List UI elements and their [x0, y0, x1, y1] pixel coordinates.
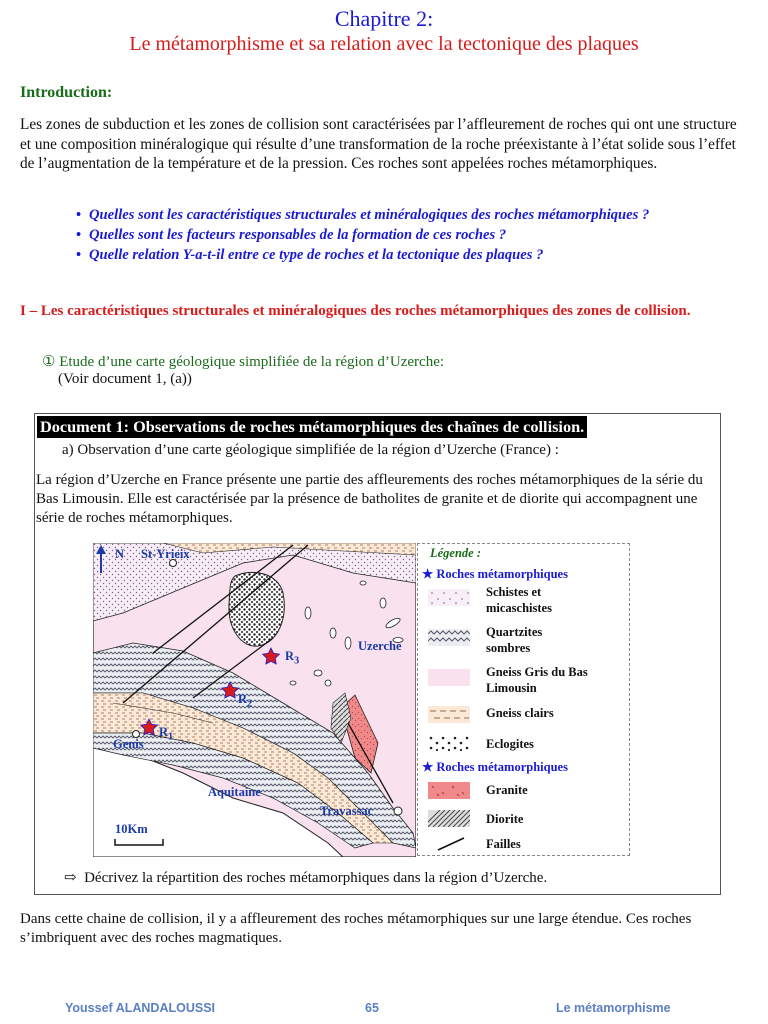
legend-item: Quartzites sombres	[486, 625, 543, 655]
conclusion-paragraph: Dans cette chaine de collision, il y a affleurement des roches métamorphiques sur une large étendue. Ces roches s’imbriquent avec des roches magmatiques.	[20, 911, 692, 946]
list-item: • Quelles sont les facteurs responsables de la formation de ces roches ?	[76, 227, 507, 243]
list-item: • Quelles sont les caractéristiques structurales et minéralogiques des roches métamorphiques ?	[76, 207, 650, 223]
place-label: Aquitaine	[208, 785, 261, 799]
geological-map	[93, 543, 416, 857]
swatch-schist	[428, 589, 470, 606]
intro-paragraph: Les zones de subduction et les zones de collision sont caractérisées par l’affleurement de roches qui ont une structure et une composition minéralogique qui résulte d’une transformation de la roche préexistante à l’état solide sous l’effet de l’augmentation de la température et de la pression. Ces roches sont appelées roches métamorphiques.	[20, 116, 737, 172]
footer-author: Youssef ALANDALOUSSI	[65, 1001, 216, 1015]
swatch-quartzite	[428, 629, 470, 646]
sample-label: $R_3$	[285, 649, 300, 667]
scale-label: 10Km	[115, 822, 148, 836]
chapter-subtitle: Le métamorphisme et sa relation avec la tectonique des plaques	[129, 33, 639, 55]
bullet-icon: •	[76, 247, 82, 263]
footer-page-number: 65	[365, 1001, 379, 1015]
sample-label: $R_2$	[238, 692, 253, 710]
place-label: Genis	[113, 737, 144, 751]
legend-item: Failles	[486, 837, 521, 851]
swatch-granite	[428, 782, 470, 799]
arrow-right-icon: ⇨	[64, 870, 77, 886]
place-label: Travassac	[320, 804, 374, 818]
step-reference: (Voir document 1, (a))	[58, 371, 192, 387]
step-number: ①	[42, 354, 56, 370]
swatch-diorite	[428, 810, 470, 827]
legend-item: Gneiss Gris du Bas Limousin	[486, 665, 588, 695]
legend-group: ★ Roches métamorphiques	[422, 760, 568, 774]
swatch-gneiss-gris	[428, 669, 470, 686]
document-subheading: a) Observation d’une carte géologique simplifiée de la région d’Uzerche (France) :	[62, 442, 559, 458]
place-label: St-Yrieix	[141, 547, 190, 561]
legend-item: Diorite	[486, 812, 524, 826]
task-instruction: ⇨ Décrivez la répartition des roches métamorphiques dans la région d’Uzerche.	[64, 870, 548, 886]
step-heading: ① Etude d’une carte géologique simplifiée de la région d’Uzerche:	[42, 354, 445, 370]
legend-item: Granite	[486, 783, 528, 797]
questions-list	[78, 205, 718, 265]
bullet-icon: •	[76, 207, 82, 223]
footer-topic: Le métamorphisme	[556, 1001, 671, 1015]
legend-title: Légende :	[430, 546, 482, 560]
intro-heading: Introduction:	[20, 84, 113, 101]
map-legend	[417, 543, 630, 856]
list-item: • Quelle relation Y-a-t-il entre ce type de roches et la tectonique des plaques ?	[76, 247, 544, 263]
sample-label: $R_1$	[159, 725, 174, 743]
legend-group: ★ Roches métamorphiques	[422, 567, 568, 581]
swatch-gneiss-clairs	[428, 706, 470, 723]
star-icon: ★	[422, 567, 434, 581]
document-paragraph: La région d’Uzerche en France présente une partie des affleurements des roches métamorphiques de la série du Bas Limousin. Elle est caractérisée par la présence de batholites de granite et de diorite qui accompagnent une série de roches métamorphiques.	[36, 472, 703, 526]
swatch-eclogites	[428, 735, 470, 752]
bullet-icon: •	[76, 227, 82, 243]
fault-line-icon	[436, 834, 466, 854]
legend-item: Eclogites	[486, 737, 534, 751]
star-icon: ★	[422, 760, 434, 774]
legend-item: Schistes et micaschistes	[486, 585, 552, 615]
place-label: Uzerche	[358, 639, 402, 653]
chapter-title: Chapitre 2:	[334, 6, 434, 31]
document-title: Document 1: Observations de roches métamorphiques des chaînes de collision.	[37, 416, 587, 438]
north-label: N	[115, 547, 125, 561]
legend-item: Gneiss clairs	[486, 706, 554, 720]
section-title: I – Les caractéristiques structurales et minéralogiques des roches métamorphiques des zones de collision.	[20, 303, 691, 319]
